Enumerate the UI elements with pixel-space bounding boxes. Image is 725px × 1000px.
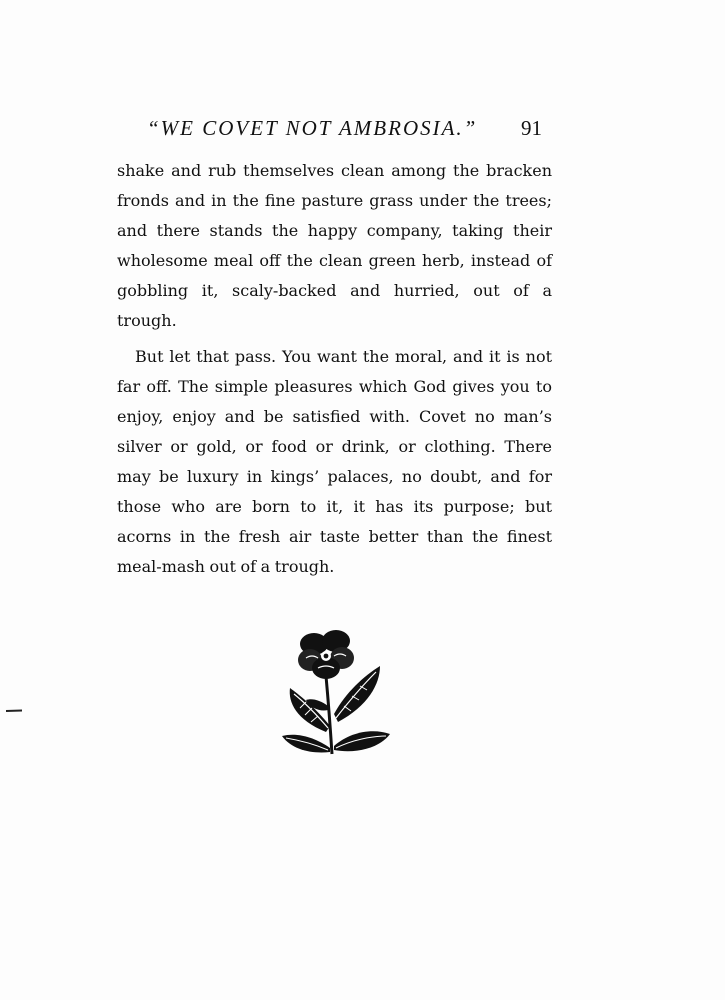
paragraph-2: But let that pass. You want the moral, and it is not far off. The simple pleasures which God gives you to enjoy, enjoy and be satisfied with. Covet no man’s silver or gold, or food or drink, or clothing. There may be luxury in kings’ palaces, no doubt, and for those who are born to it, it has its purpose; but acorns in the fresh air taste better than the finest meal-mash out of a trough. [117,347,552,576]
edge-mark [6,709,22,713]
paragraph-1: shake and rub themselves clean among the bracken fronds and in the fine pasture grass under the trees; and there stands the happy company, taking their wholesome meal off the clean green herb, instead of gobbling it, scaly-backed and hurried, out of a trough. [117,161,552,330]
pansy-flower-icon [276,628,394,758]
page-header [147,116,542,144]
body-text [117,156,552,582]
page-number: 91 [521,116,542,140]
running-head: “WE COVET NOT AMBROSIA.” [147,116,478,140]
